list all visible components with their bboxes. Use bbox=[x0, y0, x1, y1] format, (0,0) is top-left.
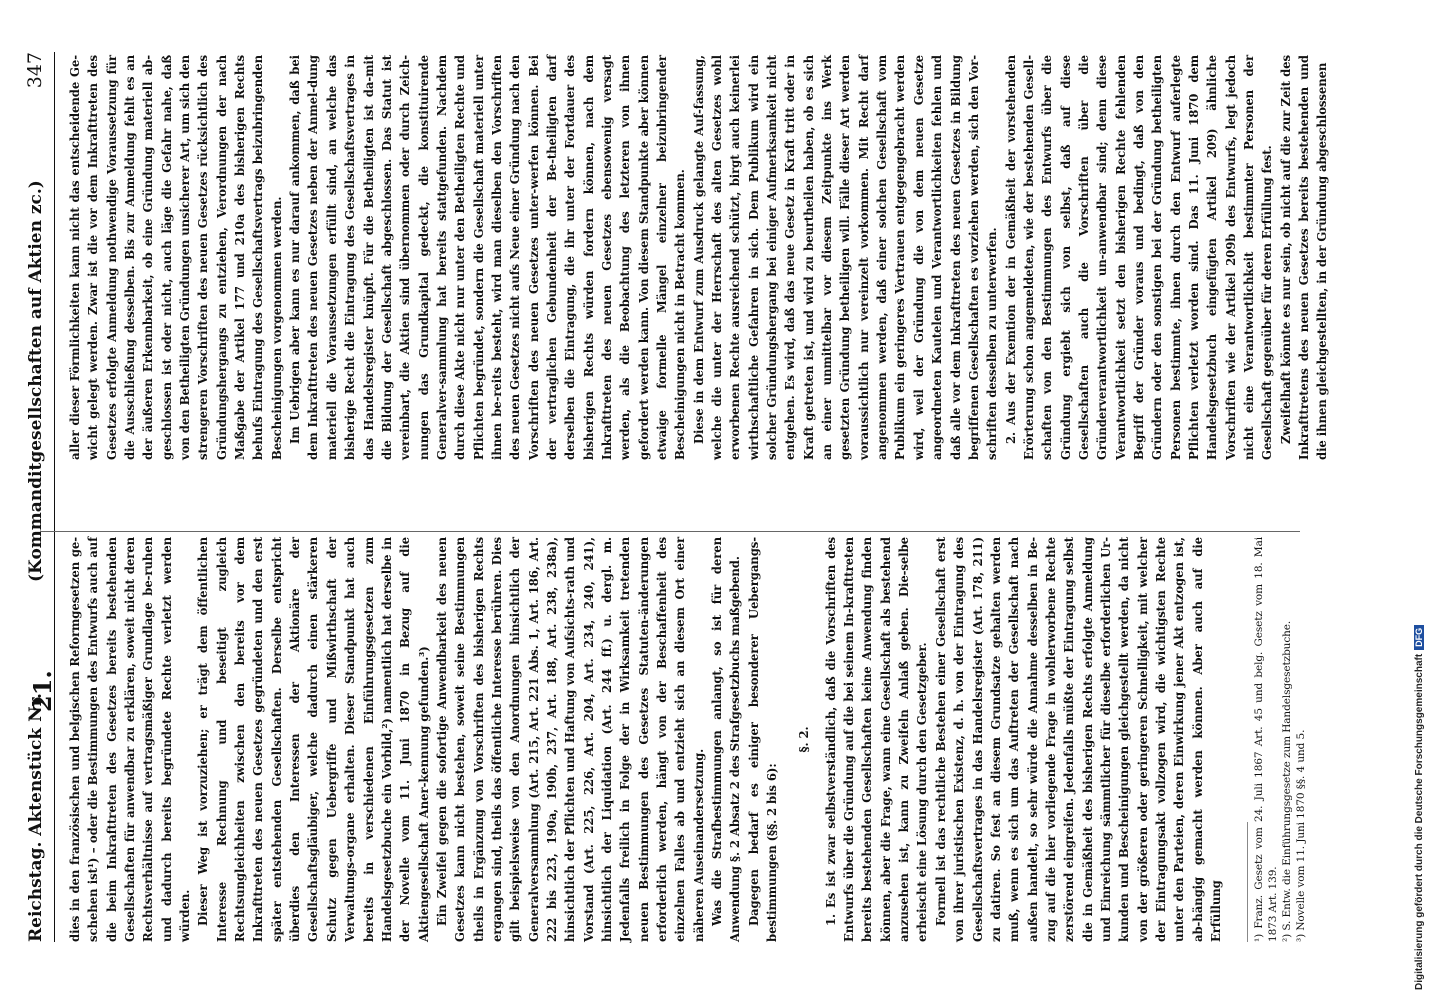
paragraph: Ein Zweifel gegen die sofortige Anwendbarkeit des neuen Gesetzes kann nicht bestehen, soweit seine Bestimmungen theils in Ergänzung von Vorschriften des bisherigen Rechts ergangen sind, theils das öffentliche Interesse berühren. Dies gilt beispielsweise von den Anordnungen hinsichtlich der Generalversammlung (Art. 215, Art. 221 Abs. 1, Art. 186, Art. 222 bis 223, 190a, 190b, 237, Art. 188, Art. 238, 238a), hinsichtlich der Pflichten und Haftung von Aufsichts-rath und Vorstand (Art. 225, 226, Art. 204, Art. 234, 240, 241), hinsichtlich der Liquidation (Art. 244 ff.) u. dergl. m. Jedenfalls freilich in Folge der in Wirksamkeit tretenden neuen Bestimmungen des Gesetzes Statuten-änderungen erforderlich werden, hängt von der Beschaffenheit des einzelnen Falles ab und entzieht sich an diesem Ort einer näheren Auseinandersetzung. bbox=[434, 537, 706, 942]
paragraph: dies in den französischen und belgischen Reformgesetzen ge-schehen ist¹) – oder die Bestimmungen des Entwurfs auch auf die beim Inkrafttreten des Gesetzes bereits bestehenden Gesellschaften für anwendbar zu erklären, soweit nicht deren Rechtsverhältnisse auf vertragsmäßiger Grundlage be-ruhen und dadurch bereits begründete Rechte verletzt werden würden. bbox=[68, 537, 193, 942]
left-column bbox=[66, 537, 1308, 942]
paragraph: Im Uebrigen aber kann es nur darauf ankommen, daß bei dem Inkrafttreten des neuen Gesetzes neben der Anmel-dung materiell die Voraussetzungen erfüllt sind, an welche das bisherige Recht die Eintragung des Gesellschaftsvertrages in das Handelsregister knüpft. Für die Betheiligten ist da-mit die Bildung der Gesellschaft abgeschlossen. Das Statut ist vereinbart, die Aktien sind übernommen oder durch Zeich-nungen das Grundkapital gedeckt, die konstituirende Generalver-sammlung hat bereits stattgefunden. Nachdem durch diese Akte nicht nur unter den Betheiligten Rechte und Pflichten begründet, sondern die Gesellschaft materiell unter ihnen be-reits besteht, wird man dieselben den Vorschriften des neuen Gesetzes nicht aufs Neue einer Gründung nach den Vorschriften des neuen Gesetzes unter-werfen können. Bei der vertraglichen Gebundenheit der Be-theiligten darf derselben die Eintragung, die ihr unter der Fortdauer des bisherigen Rechts würden fordern können, nach dem Inkrafttreten des neuen Gesetzes ebensowenig versagt werden, als die Beobachtung des letzteren von ihnen gefordert werden kann. Von diesem Standpunkte aber können etwaige formelle Mängel einzelner beizubringender Bescheinigungen nicht in Betracht kommen. bbox=[288, 55, 688, 460]
paragraph: 1. Es ist zwar selbstverständlich, daß die Vorschriften des Entwurfs über die Gründung auf die bei seinem In-krafttreten bereits bestehenden Gesellschaften keine Anwendung finden können, aber die Frage, wann eine Gesellschaft als bestehend anzusehen ist, kann zu Zweifeln Anlaß geben. Die-selbe erheischt eine Lösung durch den Gesetzgeber. bbox=[823, 537, 930, 942]
paragraph: Diese in dem Entwurf zum Ausdruck gelangte Auf-fassung, welche die unter der Herrschaft des alten Gesetzes wohl erworbenen Rechte ausreichend schützt, birgt auch keinerlei wirthschaftliche Gefahren in sich. Dem Publikum wird ein solcher Gründungshergang bei einiger Aufmerksamkeit nicht entgehen. Es wird, daß das neue Gesetz in Kraft tritt oder in Kraft getreten ist, und wird zu beurtheilen haben, ob es sich an einer unmittelbar vor diesem Zeitpunkte ins Werk gesetzten Gründung betheiligen will. Fälle dieser Art werden voraussichtlich nur vereinzelt vorkommen. Mit Recht darf angenommen werden, daß einer solchen Gesellschaft vom Publikum ein geringeres Vertrauen entgegengebracht werden wird, weil der Gründung die von dem neuen Gesetze angeordneten Kautelen und Verantwortlichkeiten fehlen und daß alle vor dem Inkrafttreten des neuen Gesetzes in Bildung begriffenen Gesellschaften es vorziehen werden, sich den Vor-schriften desselben zu unterwerfen. bbox=[691, 55, 1000, 460]
column-divider bbox=[40, 531, 1300, 532]
paragraph: Formell ist das rechtliche Bestehen einer Gesellschaft erst von ihrer juristischen Existenz, d. h. von der Eintragung des Gesellschaftsvertrages in das Handelsregister (Art. 178, 211) zu datiren. So fest an diesem Grundsatze gehalten werden muß, wenn es sich um das Auftreten der Gesellschaft nach außen handelt, so sehr würde die Annahme desselben in Be-zug auf die hier vorliegende Frage in wohlerworbene Rechte zerstörend eingreifen. Jedenfalls müßte der Eintragung selbst die in Gemäßheit des bisherigen Rechts erfolgte Anmeldung und Einreichung sämmtlicher für dieselbe erforderlichen Ur-kunden und Bescheinigungen gleichgestellt werden, da nicht von der größeren oder geringeren Schnelligkeit, mit welcher der Eintragungsakt vollzogen wird, die wichtigsten Rechte unter den Parteien, deren Einwirkung jener Akt entzogen ist, ab-hängig gemacht werden können. Aber auch auf die Erfüllung bbox=[933, 537, 1223, 942]
dfg-logo: DFG bbox=[1414, 625, 1424, 650]
paragraph: 2. Aus der Exemtion der in Gemäßheit der vorstehenden Erörterung schon angemeldeten, wie der bestehenden Gesell-schaften von den Bestimmungen des Entwurfs über die Gründung ergiebt sich von selbst, daß auf diese Gesellschaften auch die Vorschriften über die Gründerverantwortlichkeit un-anwendbar sind; denn diese Verantwortlichkeit setzt den bisherigen Rechte fehlenden Begriff der Gründer voraus und bedingt, daß von den Gründern oder den sonstigen bei der Gründung betheiligten Personen bestimmte, ihnen durch den Entwurf auferlegte Pflichten verletzt worden sind. Das 11. Juni 1870 dem Handelsgesetzbuch eingefügten Artikel 209) ähnliche Vorschriften wie der Artikel 209b des Entwurfs, legt jedoch nicht eine Verantwortlichkeit bestimmter Personen der Gesellschaft gegenüber für deren Erfüllung fest. bbox=[1003, 55, 1275, 460]
paragraph: Dagegen bedarf es einiger besonderer Uebergangs-bestimmungen (§§. 2 bis 6): bbox=[746, 537, 780, 942]
paragraph: aller dieser Förmlichkeiten kann nicht das entscheidende Ge-wicht gelegt werden. Zwar ist die vor dem Inkrafttreten des Gesetzes erfolgte Anmeldung nothwendige Voraussetzung für die Ausschließung desselben. Bis zur Anmeldung fehlt es an der äußeren Erkennbarkeit, ob eine Gründung materiell ab-geschlossen ist oder nicht, auch läge die Gefahr nahe, daß von den Betheiligten Gründungen unsicherer Art, um sich den strengeren Vorschriften des neuen Gesetzes rücksichtlich des Gründungshergangs zu entziehen, Verordnungen der nach Maßgabe der Artikel 177 und 210a des bisherigen Rechts behufs Eintragung des Gesellschaftsvertrags beizubringenden Bescheinigungen vorgenommen werden. bbox=[68, 55, 284, 460]
paragraph: Dieser Weg ist vorzuziehen; er trägt dem öffentlichen Interesse Rechnung und beseitigt zugleich Rechtsungleichheiten zwischen den bereits vor dem Inkrafttreten des neuen Gesetzes gegründeten und den erst später entstehenden Gesellschaften. Derselbe entspricht überdies den Interessen der Aktionäre der Gesellschaftsgläubiger, welche dadurch einen stärkeren Schutz gegen Uebergriffe und Mißwirthschaft der Verwaltungs-organe erhalten. Dieser Standpunkt hat auch bereits in verschiedenen Einführungsgesetzen zum Handelsgesetzbuche ein Vorbild,²) namentlich hat derselbe in der Novelle vom 11. Juni 1870 in Bezug auf die Aktiengesellschaft Aner-kennung gefunden.³) bbox=[196, 537, 431, 942]
section-heading: §. 2. bbox=[797, 726, 812, 753]
footnote: ²) S. Entw. die Einführungsgesetze zum Handelsgesetzbuche. bbox=[1281, 620, 1294, 942]
header-subject-title: (Kommanditgesellschaften auf Aktien zc.) bbox=[26, 180, 46, 582]
digitization-credit-text: Digitalisierung gefördert durch die Deutsche ForschungsgemeinschaftDFG bbox=[1414, 10, 1425, 990]
paragraph: Was die Strafbestimmungen anlangt, so ist für deren Anwendung §. 2 Absatz 2 des Strafgesetzbuchs maßgebend. bbox=[710, 537, 743, 942]
page-number: 347 bbox=[24, 52, 46, 89]
header-issue-number: 21. bbox=[28, 670, 57, 712]
footnote: ¹) Franz. Gesetz vom 24. Juli 1867 Art. 45 und belg. Gesetz vom 18. Mai 1873 Art. 139. bbox=[1253, 537, 1280, 942]
digitization-credit bbox=[1414, 0, 1428, 1000]
right-column bbox=[66, 55, 1332, 460]
paragraph: Zweifelhaft könnte es nur sein, ob nicht auf die zur Zeit des Inkrafttretens des neuen Gesetzes bereits bestehenden und die ihnen gleichgestellten, in der Gründung abgeschlossenen bbox=[1278, 55, 1330, 460]
footnote: ³) Novelle vom 11. Juni 1870 §§. 4 und 5. bbox=[1295, 729, 1308, 942]
header-running-title: Reichstag. Aktenstück Nr. bbox=[26, 693, 46, 942]
page-header bbox=[20, 52, 55, 942]
